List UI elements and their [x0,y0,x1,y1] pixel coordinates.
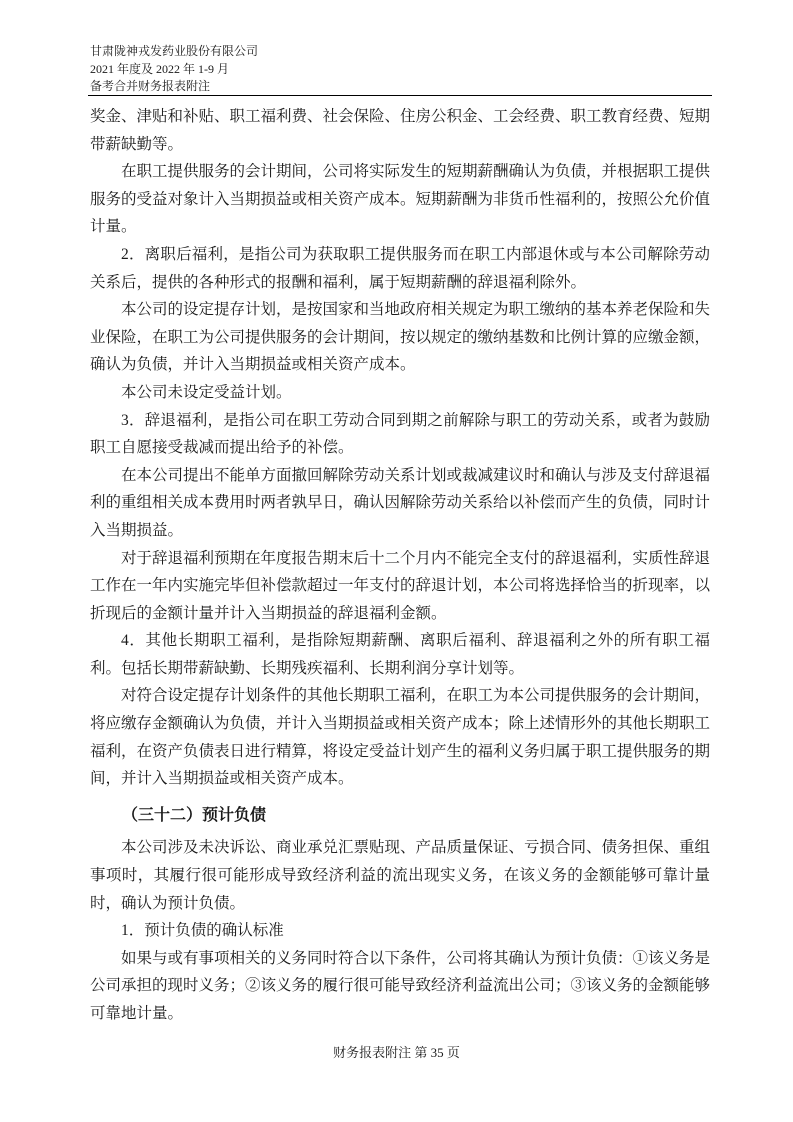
body-paragraph-item-2: 2．离职后福利，是指公司为获取职工提供服务而在职工内部退休或与本公司解除劳动关系后，提供的各种形式的报酬和福利，属于短期薪酬的辞退福利除外。 [90,245,710,291]
body-paragraph: 对符合设定提存计划条件的其他长期职工福利，在职工为本公司提供服务的会计期间，将应缴存金额确认为负债，并计入当期损益或相关资产成本；除上述情形外的其他长期职工福利，在资产负债表日进行精算，将设定受益计划产生的福利义务归属于职工提供服务的期间，并计入当期损益或相关资产成本。 [90,687,711,788]
body-paragraph-item-1: 1．预计负债的确认标准 [121,922,284,940]
body-paragraph: 本公司未设定受益计划。 [121,383,292,401]
body-paragraph: 本公司的设定提存计划，是按国家和当地政府相关规定为职工缴纳的基本养老保险和失业保险，在职工为公司提供服务的会计期间，按以规定的缴纳基数和比例计算的应缴金额，确认为负债，并计入当期损益或相关资产成本。 [90,301,711,374]
header-divider [88,95,712,96]
doc-title: 备考合并财务报表附注 [90,79,211,93]
page-header [90,43,258,96]
body-paragraph: 在本公司提出不能单方面撤回解除劳动关系计划或裁减建议时和确认与涉及支付辞退福利的重组相关成本费用时两者孰早日，确认因解除劳动关系给以补偿而产生的负债，同时计入当期损益。 [90,466,711,539]
document-body [90,103,710,1028]
body-paragraph: 对于辞退福利预期在年度报告期末后十二个月内不能完全支付的辞退福利，实质性辞退工作在一年内实施完毕但补偿款超过一年支付的辞退计划，本公司将选择恰当的折现率，以折现后的金额计量并计入当期损益的辞退福利金额。 [90,549,711,622]
company-name: 甘肃陇神戎发药业股份有限公司 [90,44,259,58]
body-paragraph-item-3: 3．辞退福利，是指公司在职工劳动合同到期之前解除与职工的劳动关系，或者为鼓励职工自愿接受裁减而提出给予的补偿。 [90,411,710,457]
page-footer [0,1042,793,1061]
report-period: 2021 年度及 2022 年 1-9 月 [90,61,229,76]
body-paragraph: 本公司涉及未决诉讼、商业承兑汇票贴现、产品质量保证、亏损合同、债务担保、重组事项时，其履行很可能形成导致经济利益的流出现实义务，在该义务的金额能够可靠计量时，确认为预计负债。 [90,839,711,912]
body-paragraph: 在职工提供服务的会计期间，公司将实际发生的短期薪酬确认为负债，并根据职工提供服务的受益对象计入当期损益或相关资产成本。短期薪酬为非货币性福利的，按照公允价值计量。 [90,163,711,236]
body-paragraph-continuation: 奖金、津贴和补贴、职工福利费、社会保险、住房公积金、工会经费、职工教育经费、短期带薪缺勤等。 [90,108,711,153]
footer-page-label: 财务报表附注 第 35 页 [333,1045,460,1060]
body-paragraph-item-4: 4．其他长期职工福利，是指除短期薪酬、离职后福利、辞退福利之外的所有职工福利。包括长期带薪缺勤、长期残疾福利、长期利润分享计划等。 [90,632,710,677]
section-heading-32: （三十二）预计负债 [122,806,267,824]
body-paragraph: 如果与或有事项相关的义务同时符合以下条件，公司将其确认为预计负债：①该义务是公司承担的现时义务；②该义务的履行很可能导致经济利益流出公司；③该义务的金额能够可靠地计量。 [90,949,711,1022]
